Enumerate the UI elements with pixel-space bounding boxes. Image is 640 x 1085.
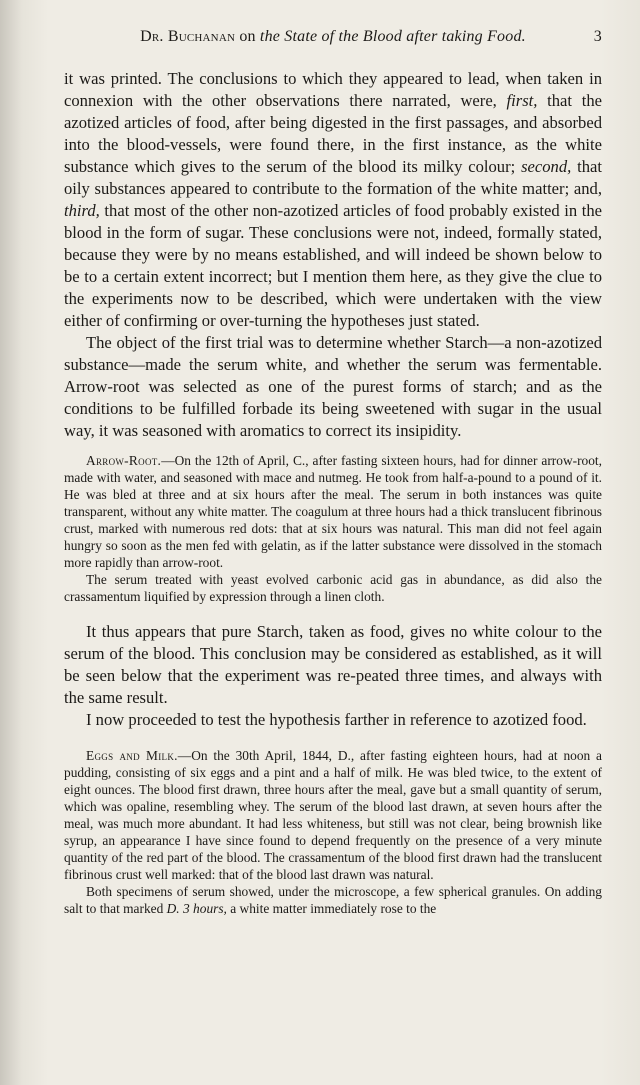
specimen-label: D. 3 hours,	[166, 901, 227, 916]
paragraph-conclusions: it was printed. The conclusions to which they appeared to lead, when taken in connexion with the other observations there narrated, were, first, that the azotized articles of food, after being digested in the first passages, and absorbed into the blood-vessels, were found there, in the first instance, as the white substance which gives to the serum of the blood its milky colour; second, that oily substances appeared to contribute to the formation of the white matter; and, third, that most of the other non-azotized articles of food probably existed in the blood in the form of sugar. These conclusions were not, indeed, formally stated, because they were by no means established, and will indeed be shown below to be to a certain extent incorrect; but I mention them here, as they give the clue to the experiments now to be described, which were undertaken with the view either of confirming or over-turning the hypotheses just stated.	[64, 69, 603, 330]
paragraph-arrow-root: Arrow-Root.—On the 12th of April, C., after fasting sixteen hours, had for dinner arrow-root, made with water, and seasoned with mace and nutmeg. He took from half-a-pound to a pound of it. He was bled at three and at six hours after the meal. The serum in both instances was quite transparent, without any white matter. The coagulum at three hours had a thick translucent fibrinous crust, marked with numerous red dots: that at six hours was natural. This man did not feel again hungry so soon as the men fed with gelatin, as if the latter substance were dissolved in the stomach more rapidly than arrow-root.	[64, 453, 602, 570]
paragraph-eggs-milk: Eggs and Milk.—On the 30th April, 1844, D., after fasting eighteen hours, had at noon a pudding, consisting of six eggs and a pint and a half of milk. He was bled twice, to the extent of eight ounces. The blood first drawn, three hours after the meal, gave but a small quantity of serum, which was opaline, resembling whey. The serum of the blood last drawn, at seven hours after the meal, was much more abundant. It had less whiteness, but still was not clear, being brownish like syrup, an appearance I have since found to depend frequently on the presence of a very minute quantity of the red part of the blood. The crassamentum of the blood first drawn had the translucent fibrinous crust well marked: that of the blood last drawn was natural.	[64, 748, 603, 882]
header-title: the State of the Blood after taking Food.	[259, 28, 526, 45]
section-heading-arrow-root: Arrow-Root.	[86, 453, 162, 468]
page-number: 3	[593, 28, 602, 45]
section-heading-eggs-milk: Eggs and Milk.	[86, 748, 178, 763]
running-head	[64, 28, 602, 46]
emphasis-second: second,	[521, 157, 572, 176]
emphasis-first: first,	[506, 91, 538, 110]
header-on: on	[239, 28, 256, 45]
paragraph-starch-trial: The object of the first trial was to determine whether Starch—a non-azotized substance—made the serum white, and whether the serum was fermentable. Arrow-root was selected as one of the purest forms of starch; and as the conditions to be fulfilled forbade its being sweetened with sugar in the usual way, it was seasoned with aromatics to correct its insipidity.	[64, 333, 602, 440]
paragraph-starch-conclusion: It thus appears that pure Starch, taken as food, gives no white colour to the serum of the blood. This conclusion may be considered as established, as it will be seen below that the experiment was re-peated three times, and always with the same result.	[64, 622, 602, 707]
header-author: Dr. Buchanan	[140, 28, 236, 45]
paragraph-arrow-root-serum: The serum treated with yeast evolved carbonic acid gas in abundance, as did also the crassamentum liquified by expression through a linen cloth.	[64, 572, 602, 604]
emphasis-third: third,	[64, 201, 100, 220]
paragraph-serum-microscope: Both specimens of serum showed, under the microscope, a few spherical granules. On adding salt to that marked D. 3 hours, a white matter immediately rose to the	[64, 884, 602, 916]
paragraph-azotized: I now proceeded to test the hypothesis farther in reference to azotized food.	[86, 710, 587, 729]
